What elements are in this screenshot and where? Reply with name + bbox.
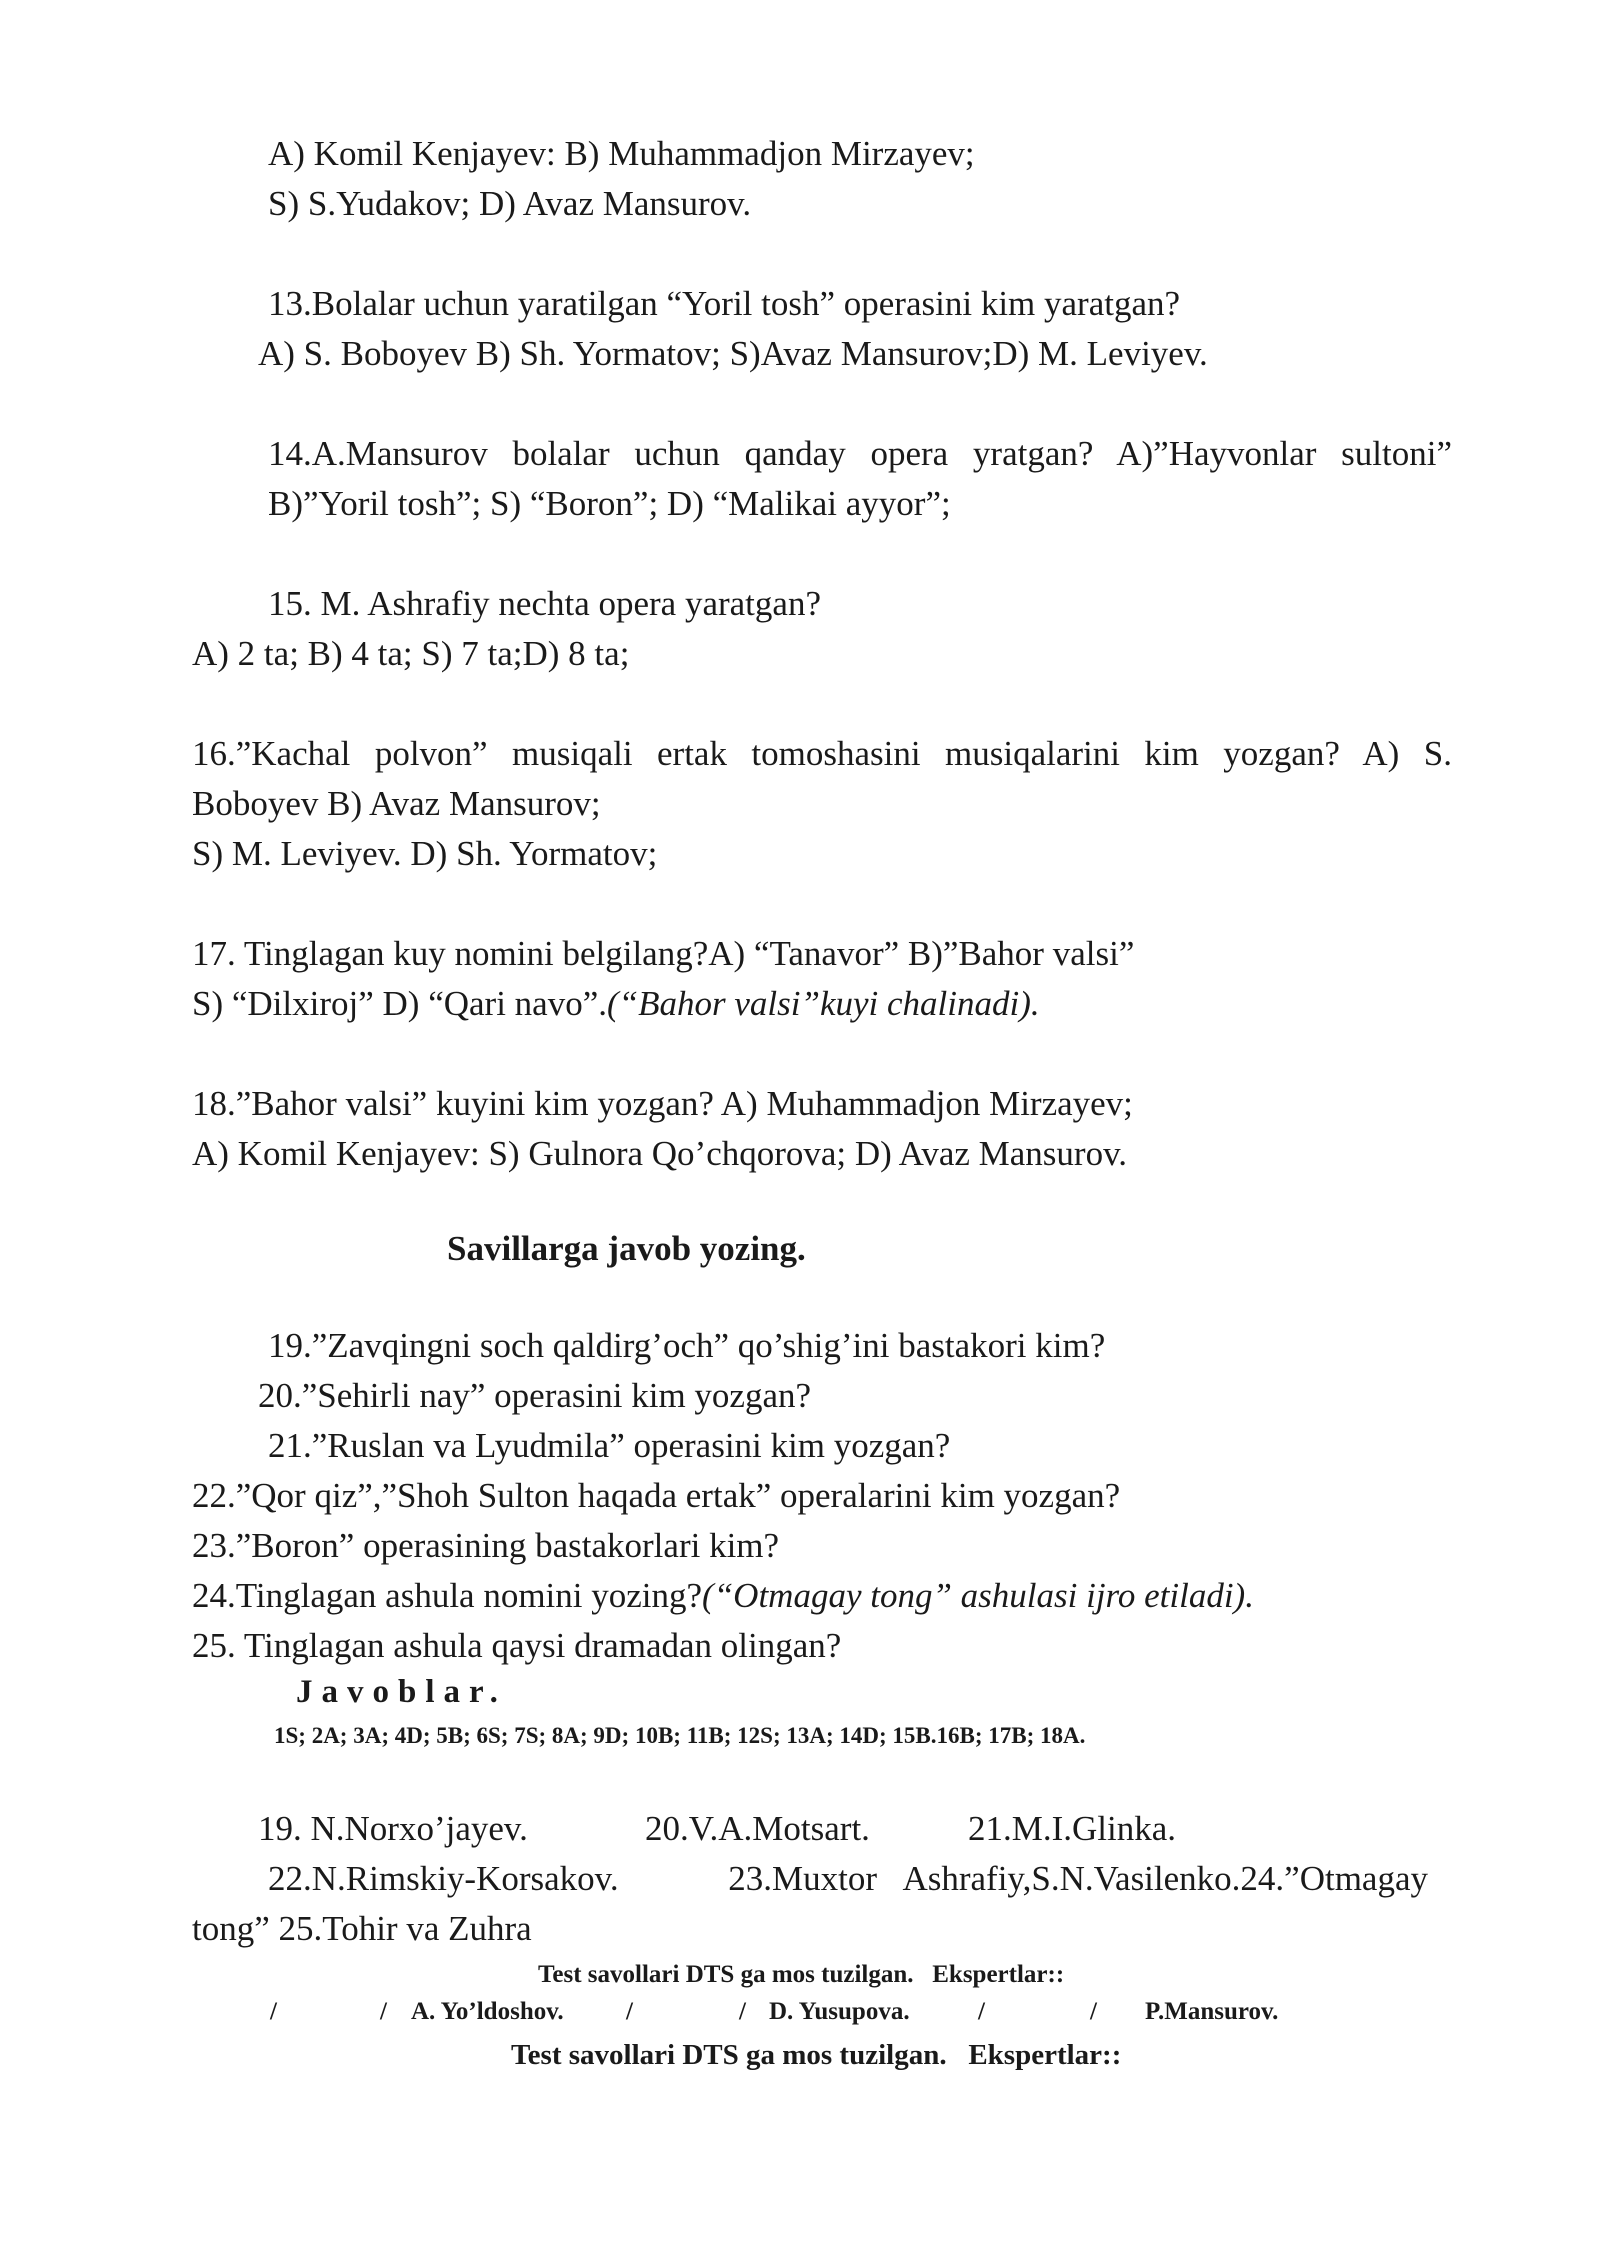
- signature-slash: /: [739, 1998, 746, 2025]
- expert-name-3: P.Mansurov.: [1145, 1998, 1279, 2025]
- signature-slash: /: [380, 1998, 387, 2025]
- q13-question: 13.Bolalar uchun yaratilgan “Yoril tosh” operasini kim yaratgan?: [268, 284, 1181, 323]
- answer-19: 19. N.Norxo’jayev.: [258, 1809, 528, 1848]
- q24-question: [192, 1573, 1254, 1619]
- expert-name-2: D. Yusupova.: [769, 1998, 910, 2025]
- q24-question-text: 24.Tinglagan ashula nomini yozing?: [192, 1576, 703, 1615]
- answers-22-24-line: 22.N.Rimskiy-Korsakov. 23.Muxtor Ashrafiy,S.N.Vasilenko.24.”Otmagay: [268, 1859, 1428, 1898]
- q25-question: 25. Tinglagan ashula qaysi dramadan olingan?: [192, 1626, 842, 1665]
- q17-line2: [192, 981, 1040, 1027]
- q12-options-line1: A) Komil Kenjayev: B) Muhammadjon Mirzayev;: [268, 134, 975, 173]
- answer-20: 20.V.A.Motsart.: [645, 1809, 870, 1848]
- q15-options: A) 2 ta; B) 4 ta; S) 7 ta;D) 8 ta;: [192, 634, 630, 673]
- q18-line1: 18.”Bahor valsi” kuyini kim yozgan? A) Muhammadjon Mirzayev;: [192, 1084, 1133, 1123]
- signature-slash: /: [270, 1998, 277, 2025]
- answers-title: Javoblar.: [296, 1674, 507, 1710]
- expert-name-1: A. Yo’ldoshov.: [411, 1998, 564, 2025]
- q18-line2: A) Komil Kenjayev: S) Gulnora Qo’chqorova; D) Avaz Mansurov.: [192, 1134, 1128, 1173]
- q15-question: 15. M. Ashrafiy nechta opera yaratgan?: [268, 584, 821, 623]
- section-heading: Savillarga javob yozing.: [447, 1229, 806, 1268]
- q17-line1: 17. Tinglagan kuy nomini belgilang?A) “Tanavor” B)”Bahor valsi”: [192, 934, 1135, 973]
- q23-question: 23.”Boron” operasining bastakorlari kim?: [192, 1526, 780, 1565]
- signature-slash: /: [978, 1998, 985, 2025]
- q16-line2: Boboyev B) Avaz Mansurov;: [192, 784, 601, 823]
- q16-line3: S) M. Leviyev. D) Sh. Yormatov;: [192, 834, 658, 873]
- footer-note-small: Test savollari DTS ga mos tuzilgan. Ekspertlar::: [538, 1961, 1065, 1988]
- q17-options-tail: S) “Dilxiroj” D) “Qari navo”.: [192, 984, 607, 1023]
- q24-listening-note: (“Otmagay tong” ashulasi ijro etiladi).: [702, 1576, 1254, 1615]
- q19-question: 19.”Zavqingni soch qaldirg’och” qo’shig’ini bastakori kim?: [268, 1326, 1106, 1365]
- q12-options-line2: S) S.Yudakov; D) Avaz Mansurov.: [268, 184, 752, 223]
- q14-line1: 14.A.Mansurov bolalar uchun qanday opera yratgan? A)”Hayvonlar sultoni”: [268, 434, 1452, 473]
- answers-24-25-line: tong” 25.Tohir va Zuhra: [192, 1909, 532, 1948]
- q13-options: A) S. Boboyev B) Sh. Yormatov; S)Avaz Mansurov;D) M. Leviyev.: [258, 334, 1208, 373]
- signature-slash: /: [1090, 1998, 1097, 2025]
- q16-line1: 16.”Kachal polvon” musiqali ertak tomoshasini musiqalarini kim yozgan? A) S.: [192, 734, 1452, 773]
- q22-question: 22.”Qor qiz”,”Shoh Sulton haqada ertak” operalarini kim yozgan?: [192, 1476, 1121, 1515]
- signature-slash: /: [626, 1998, 633, 2025]
- answer-21: 21.M.I.Glinka.: [968, 1809, 1177, 1848]
- footer-note-large: Test savollari DTS ga mos tuzilgan. Ekspertlar::: [511, 2039, 1122, 2071]
- q14-line2: B)”Yoril tosh”; S) “Boron”; D) “Malikai ayyor”;: [268, 484, 951, 523]
- answer-key-1-18: 1S; 2A; 3A; 4D; 5B; 6S; 7S; 8A; 9D; 10B; 11B; 12S; 13A; 14D; 15B.16B; 17B; 18A.: [274, 1723, 1086, 1748]
- q20-question: 20.”Sehirli nay” operasini kim yozgan?: [258, 1376, 812, 1415]
- q17-listening-note: (“Bahor valsi”kuyi chalinadi).: [607, 984, 1040, 1023]
- q21-question: 21.”Ruslan va Lyudmila” operasini kim yozgan?: [268, 1426, 951, 1465]
